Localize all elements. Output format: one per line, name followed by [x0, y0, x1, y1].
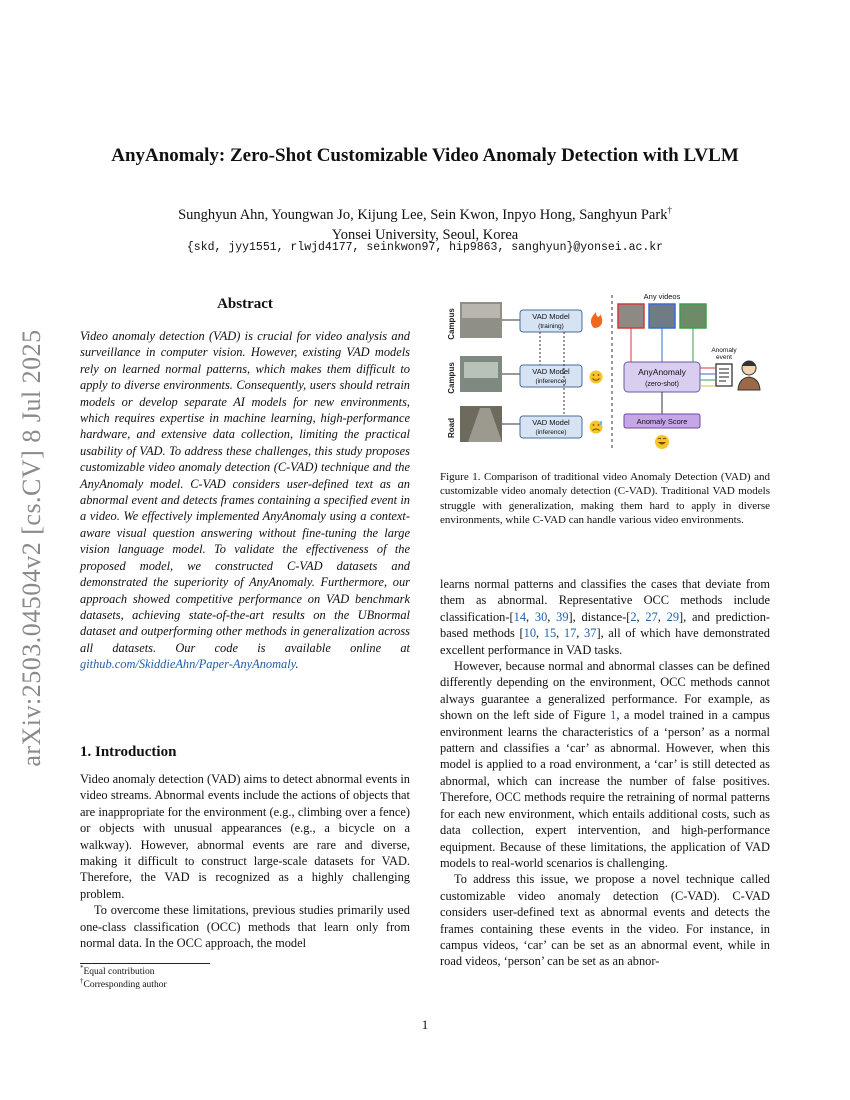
- svg-text:(inference): (inference): [535, 429, 567, 436]
- any-video-frame-2: [649, 304, 675, 328]
- svg-text:AnyAnomaly: AnyAnomaly: [638, 367, 686, 377]
- citation-link[interactable]: 15: [543, 626, 557, 641]
- citation-link[interactable]: 27: [645, 609, 658, 624]
- right-paragraph-2: However, because normal and abnormal classes can be defined differently depending on the environment, OCC methods cannot always guarantee a generalized performance. For example, as shown on the left side of Figure 1, a model trained in a campus environment learns the characteristics of a ‘person’ as a normal pattern and classifies a ‘car’ as abnormal. However, when this model is applied to a road environment, a ‘car’ is still detected as abnormal, which can increase the number of false positives. Therefore, OCC methods require the retraining of normal patterns for each new environment, which entails additional costs, such as data collection, expert intervention, and high-performance equipment. Because of these limitations, the application of VAD models to real-world scenarios is challenging.: [440, 659, 770, 870]
- vad-model-inference-box-2: [520, 416, 582, 438]
- figure-caption: Figure 1. Comparison of traditional video Anomaly Detection (VAD) and customizable video anomaly detection (C-VAD). Traditional VAD models struggle with generalization, making them hard to apply in diverse environments, while C-VAD can handle various video environments.: [440, 471, 770, 527]
- author-names: Sunghyun Ahn, Youngwan Jo, Kijung Lee, Sein Kwon, Inpyo Hong, Sanghyun Park: [178, 206, 668, 223]
- svg-text:Campus: Campus: [447, 308, 456, 340]
- any-video-frame-3: [680, 304, 706, 328]
- svg-text:Campus: Campus: [447, 362, 456, 394]
- section-heading-introduction: 1. Introduction: [80, 744, 177, 760]
- author-list: [60, 200, 790, 225]
- svg-text:Road: Road: [447, 418, 456, 438]
- figure-1: [440, 290, 770, 460]
- anomaly-event-label-2: event: [716, 354, 732, 361]
- footnote-corresponding: †Corresponding author: [80, 977, 167, 991]
- right-column-text: [440, 576, 770, 970]
- smile-emoji-icon: [590, 371, 603, 384]
- arxiv-sidebar: [6, 318, 58, 778]
- page-number: 1: [421, 1017, 429, 1032]
- row-label-campus-1: [447, 308, 456, 340]
- svg-text:VAD Model: VAD Model: [532, 418, 570, 427]
- intro-paragraph-2: To overcome these limitations, previous studies primarily used one-class classification (OCC) methods that learn only from normal data. In the OCC approach, the model: [80, 903, 410, 951]
- svg-text:VAD Model: VAD Model: [532, 312, 570, 321]
- any-videos-label: Any videos: [643, 292, 681, 301]
- abstract-body: Video anomaly detection (VAD) is crucial for video analysis and surveillance in computer vision. However, existing VAD models rely on learned normal patterns, which makes them difficult to apply to diverse environments. Consequently, users should retrain models or develop separate AI models for new environments, which requires expertise in machine learning, high-performance hardware, and extensive data collection, limiting the practical usability of VAD. To address these challenges, this study proposes customizable video anomaly detection (C-VAD) technique and the AnyAnomaly model. C-VAD considers user-defined text as an abnormal event and detects frames containing a specified event in a video. We effectively implemented AnyAnomaly using a context-aware visual question answering without fine-tuning the large vision language model. To validate the effectiveness of the proposed model, we constructed C-VAD datasets and demonstrated the superiority of AnyAnomaly. Furthermore, our approach showed competitive performance on VAD benchmark datasets, achieving state-of-the-art results on the UBnormal dataset and outperforming other methods in generalization across all datasets. Our code is available online at github.com/SkiddieAhn/Paper-AnyAnomaly.: [80, 329, 410, 672]
- figure-ref-link[interactable]: 1: [610, 708, 617, 723]
- citation-link[interactable]: 37: [584, 626, 597, 641]
- citation-link[interactable]: 2: [630, 609, 637, 624]
- vad-model-training-box: [520, 310, 582, 332]
- author-emails: {skd, jyy1551, rlwjd4177, seinkwon97, hip9863, sanghyun}@yonsei.ac.kr: [186, 241, 664, 254]
- abstract-heading: Abstract: [217, 296, 273, 312]
- row-label-road: [447, 418, 456, 438]
- code-link[interactable]: github.com/SkiddieAhn/Paper-AnyAnomaly: [80, 657, 296, 672]
- citation-link[interactable]: 10: [523, 626, 537, 641]
- citation-link[interactable]: 29: [666, 609, 680, 624]
- user-avatar-icon: [738, 361, 760, 390]
- anomaly-score-box: [624, 414, 700, 428]
- happy-emoji-icon: [655, 435, 669, 449]
- author-block: [60, 200, 790, 245]
- svg-text:Anomaly Score: Anomaly Score: [636, 417, 688, 426]
- citation-link[interactable]: 39: [556, 609, 569, 624]
- citation-link[interactable]: 17: [563, 626, 577, 641]
- citation-link[interactable]: 14: [513, 609, 527, 624]
- abstract-text: Video anomaly detection (VAD) is crucial for video analysis and surveillance in computer vision. However, existing VAD models rely on learned normal patterns, which makes them difficult to apply to diverse environments. Consequently, users should retrain models or develop separate AI models for new environments, which requires expertise in machine learning, high-performance hardware, and extensive data collection, limiting the practical usability of VAD. To address these challenges, this study proposes customizable video anomaly detection (C-VAD) technique and the AnyAnomaly model. C-VAD considers user-defined text as an abnormal event and detects frames containing a specified event in a video. We effectively implemented AnyAnomaly using a context-aware visual question answering without fine-tuning the large vision language model. To validate the effectiveness of the proposed model, we constructed C-VAD datasets and demonstrated the superiority of AnyAnomaly. Furthermore, our approach showed competitive performance on VAD benchmark datasets, achieving state-of-the-art results on the UBnormal dataset and outperforming other methods in generalization across all datasets. Our code is available online at: [80, 329, 410, 655]
- anomaly-event-label: Anomaly: [711, 347, 737, 354]
- citation-link[interactable]: 30: [534, 609, 548, 624]
- footnote-equal: *Equal contribution: [80, 964, 155, 978]
- right-paragraph-3: To address this issue, we propose a novel technique called customizable video anomaly detection (C-VAD). C-VAD considers user-defined text as abnormal events and detects the frames containing these events in the video. For instance, in campus videos, ‘car’ can be set as an abnormal event, while in road videos, ‘person’ can be set as an abnor-: [440, 872, 770, 969]
- fire-icon: [591, 312, 602, 328]
- paper-title: AnyAnomaly: Zero-Shot Customizable Video Anomaly Detection with LVLM: [111, 145, 739, 166]
- vad-model-inference-box-1: [520, 365, 582, 387]
- intro-paragraph-1: Video anomaly detection (VAD) aims to detect abnormal events in video streams. Abnormal events include the actions of objects that are inappropriate for the environment (e.g., climbing over a fence) or objects with unusual appearances (e.g., a bicycle on a walkway). However, abnormal events are rare and diverse, making it difficult to construct large-scale datasets for VAD. Therefore, the VAD is recognized as a highly challenging problem.: [80, 772, 410, 901]
- document-icon: [716, 364, 732, 386]
- affiliation: Yonsei University, Seoul, Korea: [331, 226, 519, 243]
- svg-text:(training): (training): [538, 323, 564, 330]
- dagger-mark: †: [667, 205, 672, 215]
- svg-text:(zero-shot): (zero-shot): [645, 381, 679, 388]
- svg-text:VAD Model: VAD Model: [532, 367, 570, 376]
- sad-emoji-icon: [590, 421, 603, 434]
- arxiv-id: arXiv:2503.04504v2 [cs.CV] 8 Jul 2025: [17, 329, 46, 767]
- right-paragraph-1: learns normal patterns and classifies the cases that deviate from them as abnormal. Representative OCC methods include classification-[14, 30, 39], distance-[2, 27, 29], and prediction-based methods [10, 15, 17, 37], all of which have demonstrated excellent performance in VAD tasks.: [440, 577, 771, 657]
- any-video-frame-1: [618, 304, 644, 328]
- row-label-campus-2: [447, 362, 456, 394]
- svg-text:(inference): (inference): [535, 378, 567, 385]
- anyanomaly-box: [624, 362, 700, 392]
- intro-body: [80, 771, 410, 951]
